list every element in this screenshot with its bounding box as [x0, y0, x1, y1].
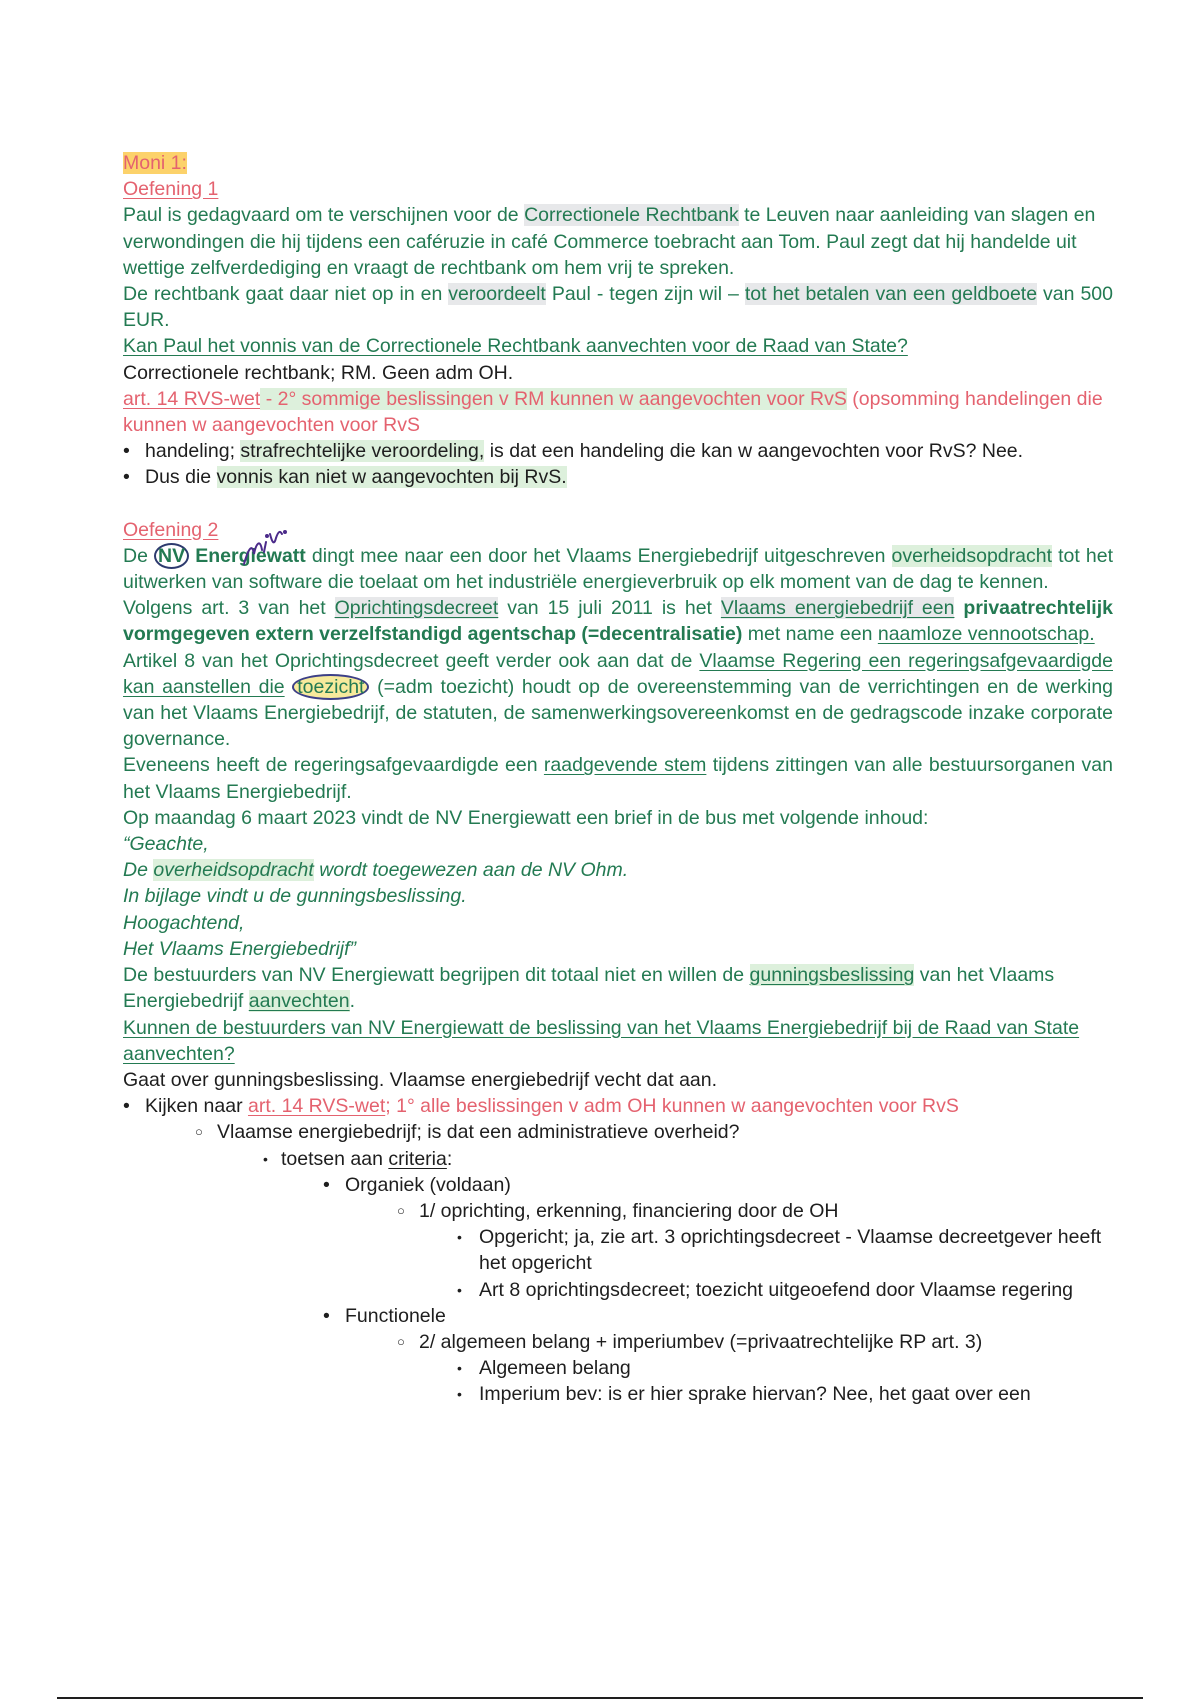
nv-circled: NV — [154, 543, 189, 569]
list-item: • Functionele ○ 2/ algemeen belang + imperiumbev (=privaatrechtelijke RP art. 3) • Algemeen belang • Imperium bev: is er hier sprake hiervan? Nee, het gaat over een — [323, 1303, 1113, 1408]
list-item: • Imperium bev: is er hier sprake hiervan? Nee, het gaat over een — [457, 1381, 1113, 1407]
list-item: • Art 8 oprichtingsdecreet; toezicht uitgeoefend door Vlaamse regering — [457, 1277, 1113, 1303]
exercise-1-answer-list — [123, 438, 1113, 490]
list-item: • Dus die vonnis kan niet w aangevochten bij RvS. — [123, 464, 1113, 490]
exercise-2-answer-list — [123, 1093, 1113, 1407]
exercise-1-title: Oefening 1 — [123, 178, 219, 201]
list-item: ○ Vlaamse energiebedrijf; is dat een administratieve overheid? • toetsen aan criteria: • Organiek (voldaan) ○ 1/ oprichting, erkenning, financiering door de OH • Opgericht; ja, zie art. 3 oprichtingsdecreet - Vlaamse decreetgever heeft het opgericht • Art 8 oprichtingsdecreet; toezicht uitgeoefend door Vlaamse regering • Functionele ○ 2/ algemeen belang + imperiumbev (=privaatrechtelijke RP art. 3) • Algemeen belang • Imperium bev: is er hier sprake hiervan? Nee, het gaat over een — [195, 1119, 1113, 1407]
page-bottom-rule — [57, 1697, 1143, 1699]
exercise-2-answer-intro: Gaat over gunningsbeslissing. Vlaamse energiebedrijf vecht dat aan. — [123, 1068, 718, 1091]
exercise-1-case-paragraph: Paul is gedagvaard om te verschijnen voor de Correctionele Rechtbank te Leuven naar aanleiding van slagen en verwondingen die hij tijdens een caféruzie in café Commerce toebracht aan Tom. Paul zegt dat hij handelde uit wettige zelfverdediging en vraagt de rechtbank om hem vrij te spreken. — [123, 204, 1096, 279]
list-item: • toetsen aan criteria: • Organiek (voldaan) ○ 1/ oprichting, erkenning, financiering door de OH • Opgericht; ja, zie art. 3 oprichtingsdecreet - Vlaamse decreetgever heeft het opgericht • Art 8 oprichtingsdecreet; toezicht uitgeoefend door Vlaamse regering • Functionele ○ 2/ algemeen belang + imperiumbev (=privaatrechtelijke RP art. 3) • Algemeen belang • Imperium bev: is er hier sprake hiervan? Nee, het gaat over een — [259, 1146, 1113, 1408]
exercise-1-question: Kan Paul het vonnis van de Correctionele Rechtbank aanvechten voor de Raad van State? — [123, 335, 908, 358]
exercise-2-letter-intro: Op maandag 6 maart 2023 vindt de NV Energiewatt een brief in de bus met volgende inhoud: — [123, 806, 929, 829]
exercise-1-article-note: art. 14 RVS-wet - 2° sommige beslissingen v RM kunnen w aangevochten voor RvS (opsomming handelingen die kunnen w aangevochten voor RvS — [123, 387, 1103, 437]
list-item: • Opgericht; ja, zie art. 3 oprichtingsdecreet - Vlaamse decreetgever heeft het opgericht — [457, 1224, 1113, 1276]
list-item: • Algemeen belang — [457, 1355, 1113, 1381]
verdict-highlight: veroordeelt — [448, 283, 546, 306]
spacer — [123, 491, 1113, 517]
exercise-2-directors-paragraph: De bestuurders van NV Energiewatt begrijpen dit totaal niet en willen de gunningsbeslissing van het Vlaams Energiebedrijf aanvechten. — [123, 964, 1055, 1013]
exercise-2-question: Kunnen de bestuurders van NV Energiewatt de beslissing van het Vlaams Energiebedrijf bij de Raad van State aanvechten? — [123, 1016, 1080, 1065]
exercise-2-intro-paragraph: De NV Energiewatt dingt mee naar een door het Vlaams Energiebedrijf uitgeschreven overheidsopdracht tot het uitwerken van software die toelaat om het industriële energieverbruik op elk moment van de dag te kennen. — [123, 544, 1113, 594]
list-item: • Organiek (voldaan) ○ 1/ oprichting, erkenning, financiering door de OH • Opgericht; ja, zie art. 3 oprichtingsdecreet - Vlaamse decreetgever heeft het opgericht • Art 8 oprichtingsdecreet; toezicht uitgeoefend door Vlaamse regering — [323, 1172, 1113, 1303]
handwritten-annotation — [240, 520, 300, 570]
letter-block: “Geachte, De overheidsopdracht wordt toegewezen aan de NV Ohm. In bijlage vindt u de gunningsbeslissing. Hoogachtend, Het Vlaams Energiebedrijf” — [123, 833, 629, 960]
fine-highlight: tot het betalen van een geldboete — [744, 283, 1038, 306]
exercise-2-advisory-paragraph: Eveneens heeft de regeringsafgevaardigde een raadgevende stem tijdens zittingen van alle bestuursorganen van het Vlaams Energiebedrijf. — [123, 754, 1113, 803]
exercise-2-supervision-paragraph: Artikel 8 van het Oprichtingsdecreet geeft verder ook aan dat de Vlaamse Regering een regeringsafgevaardigde kan aanstellen die toezicht (=adm toezicht) houdt op de overeenstemming van de verrichtingen en de werking van het Vlaams Energiebedrijf, de statuten, de samenwerkingsovereenkomst en de gedragscode inzake corporate governance. — [123, 649, 1114, 751]
list-item: ○ 1/ oprichting, erkenning, financiering door de OH • Opgericht; ja, zie art. 3 oprichtingsdecreet - Vlaamse decreetgever heeft het opgericht • Art 8 oprichtingsdecreet; toezicht uitgeoefend door Vlaamse regering — [397, 1198, 1113, 1303]
list-item: • handeling; strafrechtelijke veroordeling, is dat een handeling die kan w aangevochten voor RvS? Nee. — [123, 438, 1113, 464]
niv-scribble-icon — [244, 531, 286, 564]
exercise-2-decree-paragraph: Volgens art. 3 van het Oprichtingsdecreet van 15 juli 2011 is het Vlaams energiebedrijf een privaatrechtelijk vormgegeven extern verzelfstandigd agentschap (=decentralisatie) met name een naamloze vennootschap. — [123, 597, 1113, 646]
notes-page — [123, 150, 1113, 1408]
toezicht-circled: toezicht — [292, 674, 369, 700]
exercise-1-verdict-paragraph: De rechtbank gaat daar niet op in en veroordeelt Paul - tegen zijn wil – tot het betalen van een geldboete van 500 EUR. — [123, 283, 1113, 332]
list-item: • Kijken naar art. 14 RVS-wet; 1° alle beslissingen v adm OH kunnen w aangevochten voor RvS ○ Vlaamse energiebedrijf; is dat een administratieve overheid? • toetsen aan criteria: • Organiek (voldaan) ○ 1/ oprichting, erkenning, financiering door de OH • Opgericht; ja, zie art. 3 oprichtingsdecreet - Vlaamse decreetgever heeft het opgericht • Art 8 oprichtingsdecreet; toezicht uitgeoefend door Vlaamse regering • Functionele ○ 2/ algemeen belang + imperiumbev (=privaatrechtelijke RP art. 3) • Algemeen belang • Imperium bev: is er hier sprake hiervan? Nee, het gaat over een — [123, 1093, 1113, 1407]
list-item: ○ 2/ algemeen belang + imperiumbev (=privaatrechtelijke RP art. 3) • Algemeen belang • Imperium bev: is er hier sprake hiervan? Nee, het gaat over een — [397, 1329, 1113, 1408]
exercise-1-answer-intro: Correctionele rechtbank; RM. Geen adm OH. — [123, 361, 514, 384]
court-highlight: Correctionele Rechtbank — [524, 204, 739, 227]
exercise-2-title: Oefening 2 — [123, 518, 219, 541]
section-heading: Moni 1: — [123, 152, 187, 174]
